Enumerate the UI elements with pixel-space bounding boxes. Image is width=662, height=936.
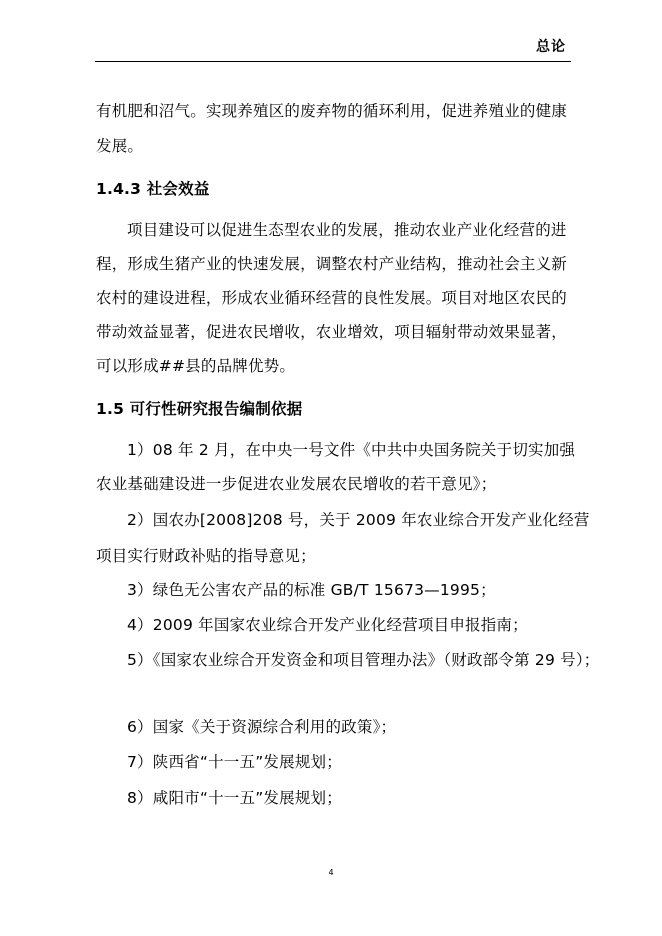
paragraph-line: 可以形成##县的品牌优势。 [96,357,296,375]
basis-item-6: 6）国家《关于资源综合利用的政策》； [127,718,397,736]
paragraph-line: 有机肥和沼气。实现养殖区的废弃物的循环利用，促进养殖业的健康 [96,102,568,120]
basis-item-1-cont: 农业基础建设进一步促进农业发展农民增收的若干意见》； [96,475,497,493]
section-heading-1-5: 1.5 可行性研究报告编制依据 [96,400,303,418]
paragraph-line: 项目建设可以促进生态型农业的发展，推动农业产业化经营的进 [127,221,567,239]
basis-item-7: 7）陕西省“十一五”发展规划； [127,753,342,771]
basis-item-2-cont: 项目实行财政补贴的指导意见； [96,547,316,565]
basis-item-1: 1）08 年 2 月，在中央一号文件《中共中央国务院关于切实加强 [127,441,576,459]
basis-item-4: 4）2009 年国家农业综合开发产业化经营项目申报指南； [127,616,528,634]
paragraph-line: 程，形成生猪产业的快速发展，调整农村产业结构，推动社会主义新 [96,255,568,273]
paragraph-line: 农村的建设进程，形成农业循环经营的良性发展。项目对地区农民的 [96,289,568,307]
section-heading-1-4-3: 1.4.3 社会效益 [96,180,210,198]
paragraph-line: 发展。 [96,137,144,155]
basis-item-8: 8）咸阳市“十一五”发展规划； [127,789,342,807]
basis-item-3: 3）绿色无公害农产品的标准 GB/T 15673—1995； [127,581,496,599]
header-divider [95,61,571,62]
paragraph-line: 带动效益显著，促进农民增收，农业增效，项目辐射带动效果显著， [96,323,568,341]
page-number: 4 [328,868,334,877]
basis-item-2: 2）国农办[2008]208 号，关于 2009 年农业综合开发产业化经营 [127,511,590,529]
basis-item-5: 5）《国家农业综合开发资金和项目管理办法》（财政部令第 29 号）； [127,651,600,669]
header-chapter-label: 总论 [536,39,566,55]
